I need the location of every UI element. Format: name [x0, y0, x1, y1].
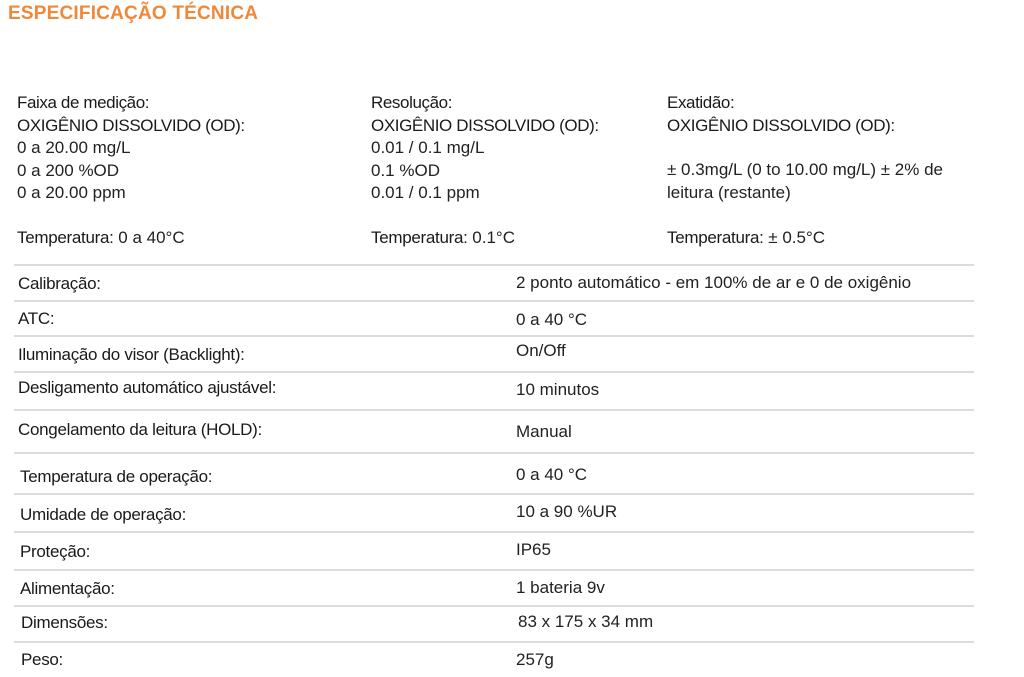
spec-row [14, 605, 974, 641]
spec-value: IP65 [516, 540, 551, 559]
spec-value: 2 ponto automático - em 100% de ar e 0 de oxigênio [516, 273, 912, 292]
column-temperature [17, 227, 185, 250]
column-temperature [667, 227, 825, 250]
spec-row [14, 531, 974, 569]
temperature-label: Temperatura: [371, 228, 468, 247]
column-temperature [371, 227, 515, 250]
spec-row [14, 409, 974, 452]
temperature-value: 0.1°C [467, 228, 515, 247]
spec-label: Iluminação do visor (Backlight): [18, 345, 245, 364]
spec-label: Temperatura de operação: [20, 467, 213, 486]
spec-value: On/Off [516, 341, 566, 360]
spec-row [14, 335, 974, 371]
column-measurement-range [17, 92, 245, 247]
column-value: 0 a 20.00 ppm [17, 183, 126, 202]
spec-label: Umidade de operação: [20, 505, 187, 524]
spec-value: 0 a 40 °C [516, 465, 588, 484]
spec-value: 10 minutos [516, 380, 600, 399]
spec-label: Dimensões: [21, 613, 108, 632]
column-accuracy [667, 92, 957, 247]
column-value: 0 a 200 %OD [17, 160, 120, 180]
temperature-value: 0 a 40°C [113, 228, 185, 247]
column-value: ± 0.3mg/L (0 to 10.00 mg/L) ± 2% de leitura (restante) [667, 160, 944, 202]
spec-value: Manual [516, 422, 572, 441]
spec-row [14, 264, 974, 300]
spec-label: Alimentação: [20, 579, 115, 598]
spec-label: Peso: [21, 650, 63, 669]
spec-row [14, 452, 974, 493]
page-title: ESPECIFICAÇÃO TÉCNICA [8, 3, 259, 24]
spec-row [14, 569, 974, 605]
spec-row [14, 493, 974, 531]
column-value: 0.01 / 0.1 mg/L [371, 138, 485, 157]
column-heading: Exatidão: [667, 93, 735, 112]
spec-row [14, 641, 974, 677]
column-value: 0.01 / 0.1 ppm [371, 183, 480, 202]
spec-value: 0 a 40 °C [516, 310, 588, 329]
column-heading: Faixa de medição: [17, 93, 150, 112]
spec-value: 1 bateria 9v [516, 578, 605, 597]
spec-row [14, 300, 974, 335]
spec-label: Desligamento automático ajustável: [18, 378, 277, 397]
spec-value: 257g [516, 650, 554, 669]
column-resolution [371, 92, 599, 247]
spec-label: Calibração: [18, 274, 101, 293]
column-subheading: OXIGÊNIO DISSOLVIDO (OD): [667, 115, 895, 135]
column-value: 0.1 %OD [371, 160, 440, 180]
spec-value: 10 a 90 %UR [516, 502, 618, 521]
column-heading: Resolução: [371, 93, 453, 112]
spec-table [14, 264, 974, 677]
spec-value: 83 x 175 x 34 mm [518, 612, 654, 631]
spec-row [14, 371, 974, 409]
temperature-label: Temperatura: [17, 228, 114, 247]
column-value: 0 a 20.00 mg/L [17, 138, 131, 157]
column-subheading: OXIGÊNIO DISSOLVIDO (OD): [371, 115, 599, 135]
spec-label: ATC: [18, 309, 55, 328]
temperature-label: Temperatura: [667, 228, 764, 247]
temperature-value: ± 0.5°C [763, 228, 826, 247]
spec-label: Proteção: [20, 542, 91, 561]
spec-label: Congelamento da leitura (HOLD): [18, 420, 262, 439]
column-subheading: OXIGÊNIO DISSOLVIDO (OD): [17, 115, 245, 135]
